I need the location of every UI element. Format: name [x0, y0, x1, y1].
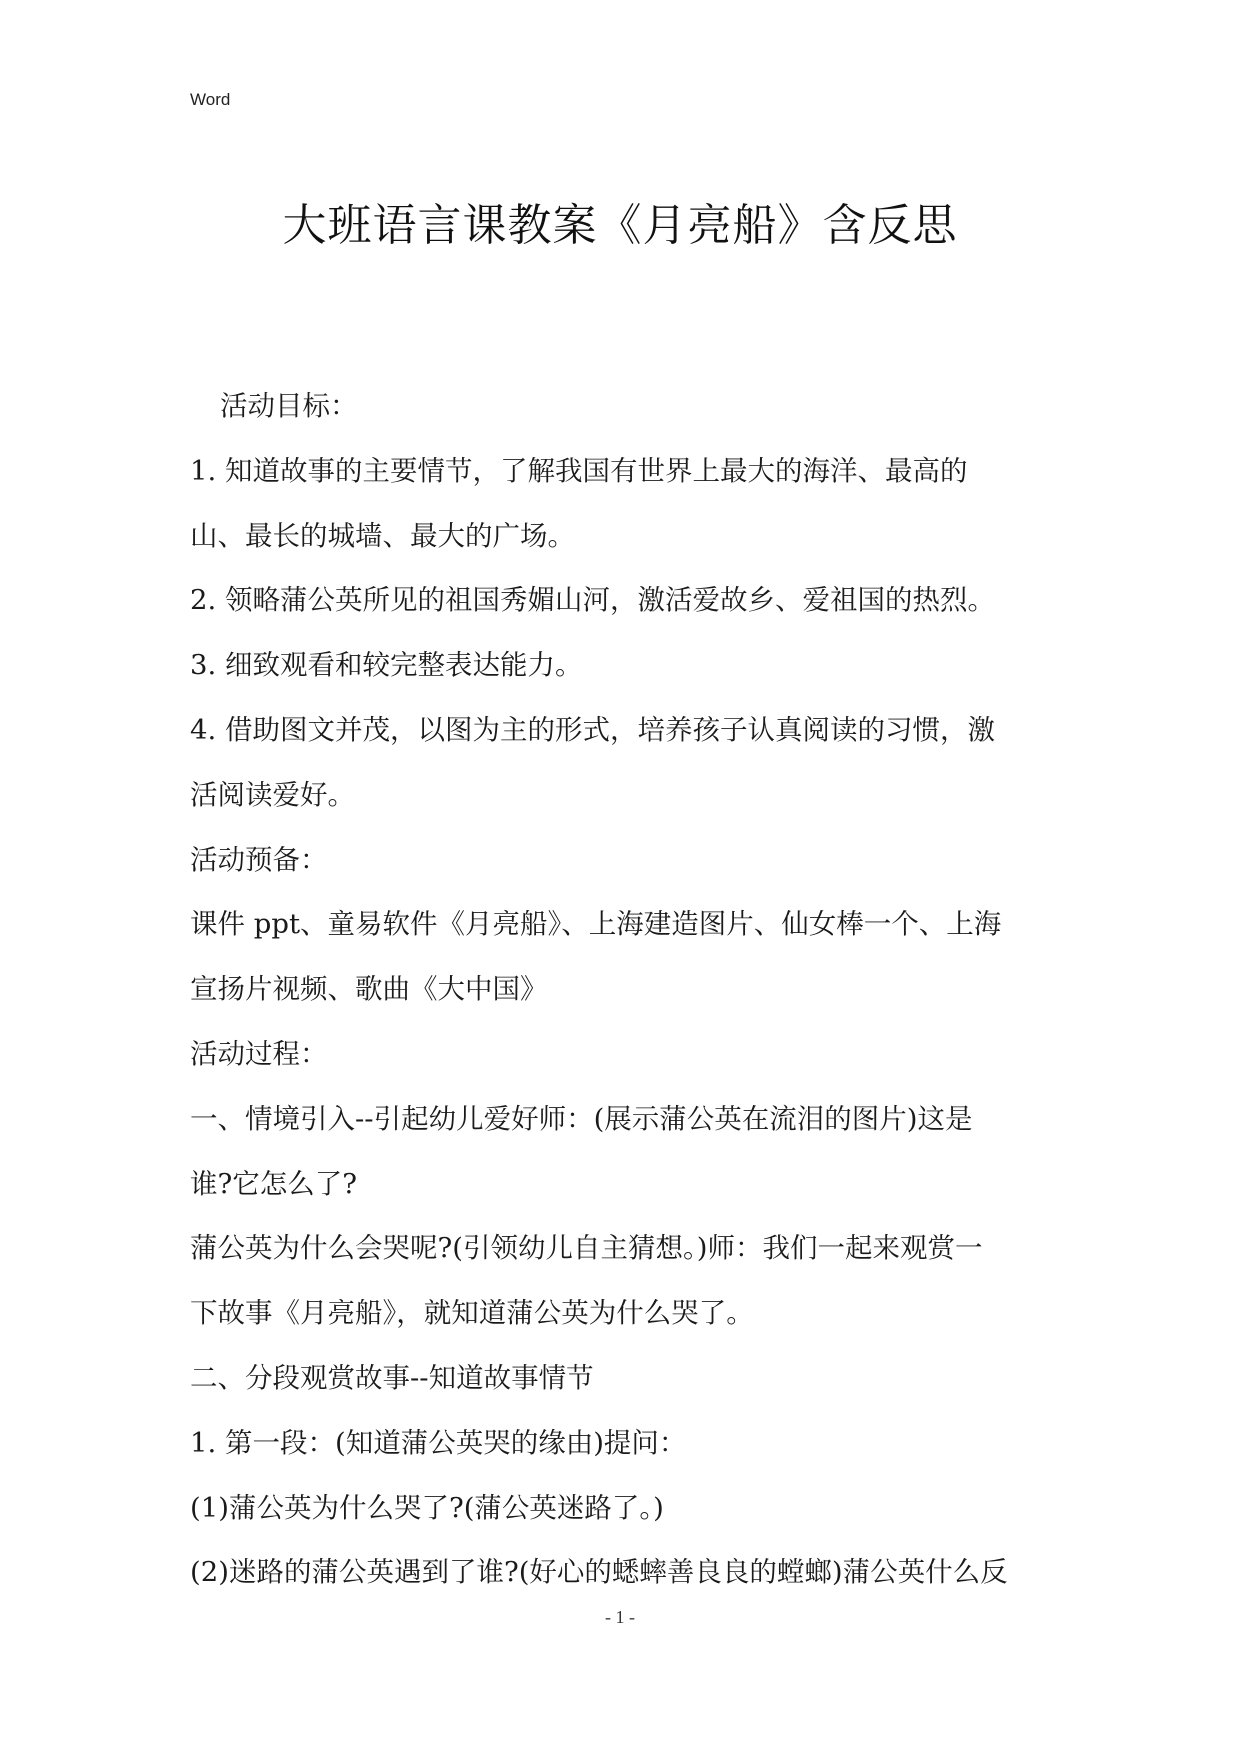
paragraph-line: 活动目标： [220, 390, 358, 422]
paragraph-line: 1. 知道故事的主要情节，了解我国有世界上最大的海洋、最高的 [190, 454, 968, 487]
paragraph-line: 山、最长的城墙、最大的广场。 [190, 519, 575, 552]
paragraph-line: 蒲公英为什么会哭呢?(引领幼儿自主猜想。)师：我们一起来观赏一 [190, 1232, 983, 1265]
document-title: 大班语言课教案《月亮船》含反思 [282, 200, 958, 251]
paragraph-line: 活动预备： [190, 843, 328, 876]
page-number: - 1 - [605, 1607, 635, 1627]
paragraph-line: 4. 借助图文并茂，以图为主的形式，培养孩子认真阅读的习惯，激 [190, 713, 995, 746]
paragraph-line: 下故事《月亮船》，就知道蒲公英为什么哭了。 [190, 1297, 754, 1330]
paragraph-line: 2. 领略蒲公英所见的祖国秀媚山河，激活爱故乡、爱祖国的热烈。 [190, 584, 995, 617]
paragraph-line: 谁?它怎么了? [190, 1167, 357, 1200]
paragraph-line: 一、情境引入--引起幼儿爱好师：(展示蒲公英在流泪的图片)这是 [190, 1102, 973, 1135]
document-body [190, 374, 1060, 1605]
paragraph-line: 二、分段观赏故事--知道故事情节 [190, 1361, 594, 1394]
paragraph-line: 课件 ppt、童易软件《月亮船》、上海建造图片、仙女棒一个、上海 [190, 908, 1002, 941]
paragraph-line: 3. 细致观看和较完整表达能力。 [190, 649, 583, 682]
header-label: Word [190, 90, 231, 109]
paragraph-line: (1)蒲公英为什么哭了?(蒲公英迷路了。) [190, 1491, 664, 1524]
paragraph-line: 活动过程： [190, 1037, 328, 1070]
paragraph-line: 1. 第一段：(知道蒲公英哭的缘由)提问： [190, 1426, 687, 1459]
paragraph-line: 宣扬片视频、歌曲《大中国》 [190, 973, 548, 1006]
paragraph-line: 活阅读爱好。 [190, 778, 355, 811]
paragraph-line: (2)迷路的蒲公英遇到了谁?(好心的蟋蟀善良良的螳螂)蒲公英什么反 [190, 1556, 1008, 1589]
